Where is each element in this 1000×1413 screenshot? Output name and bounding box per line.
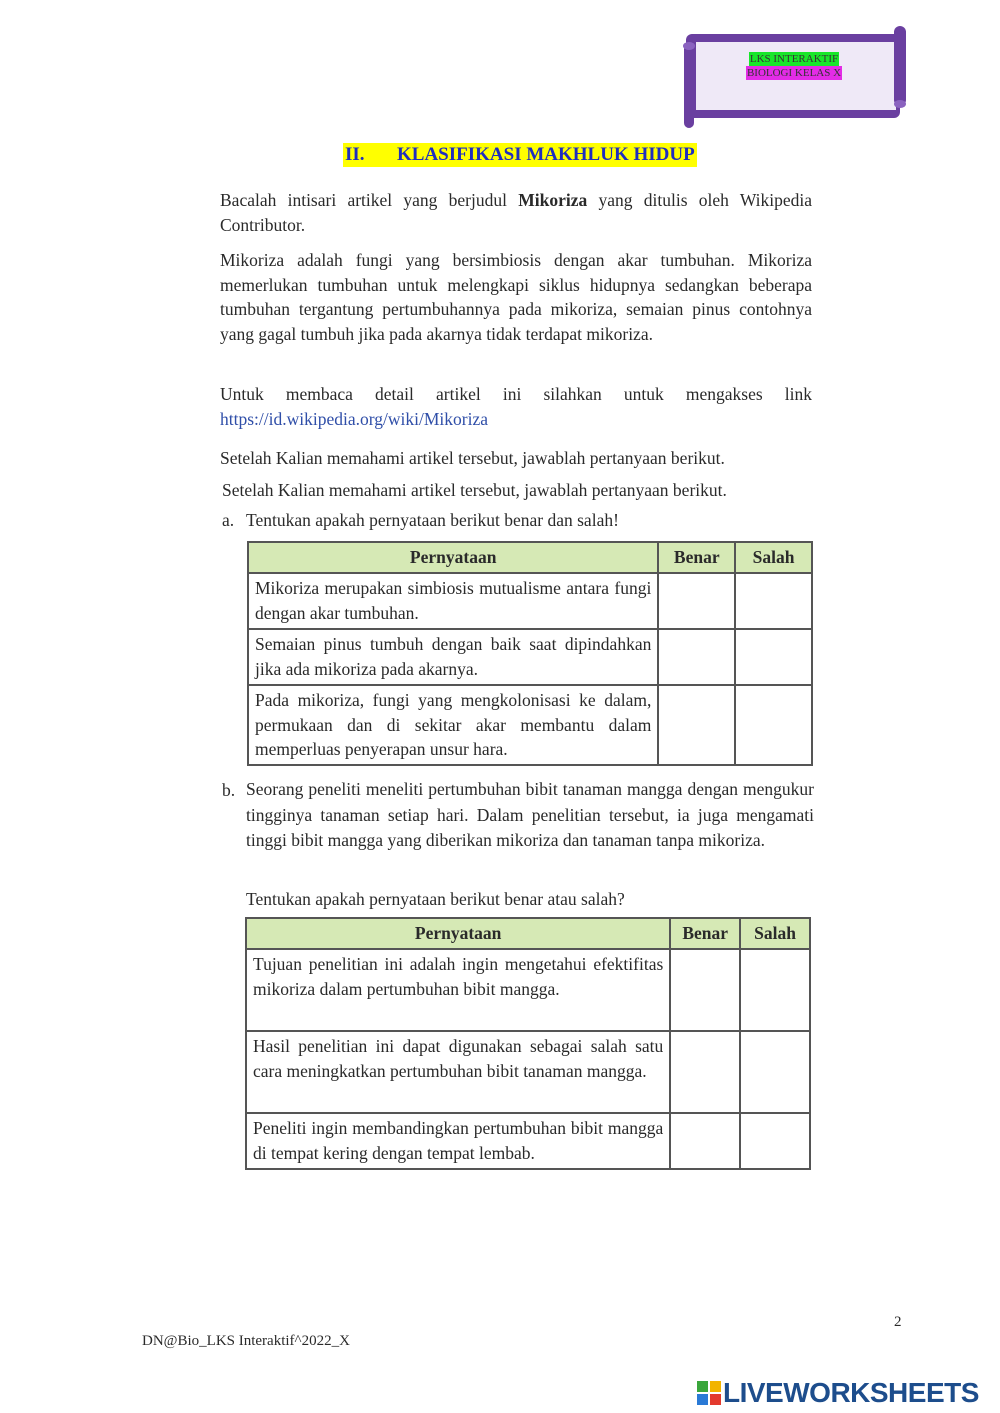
article-author: Wikipedia Contributor.	[220, 190, 813, 235]
question-b-label: b.	[222, 780, 236, 800]
header-scroll-banner	[678, 22, 910, 130]
liveworksheets-logo-icon	[697, 1381, 721, 1405]
answer-benar-box[interactable]	[658, 629, 735, 685]
answer-benar-box[interactable]	[670, 949, 740, 1031]
statement-cell: Hasil penelitian ini dapat digunakan sebagai salah satu cara meningkatkan pertumbuhan bibit tanaman mangga.	[246, 1031, 670, 1113]
header-salah: Salah	[735, 542, 812, 573]
question-b-scenario: Seorang peneliti meneliti pertumbuhan bibit tanaman mangga dengan mengukur tingginya tanaman setiap hari. Dalam penelitian tersebut, ia juga mengamati tinggi bibit mangga yang diberikan mikoriza dan tanaman tanpa mikoriza.	[246, 779, 814, 850]
answer-salah-box[interactable]	[740, 1031, 810, 1113]
header-salah: Salah	[740, 918, 810, 949]
question-b-prompt: Tentukan apakah pernyataan berikut benar atau salah?	[246, 889, 625, 909]
instruction-1: Setelah Kalian memahami artikel tersebut, jawablah pertanyaan berikut.	[220, 448, 725, 468]
table-header-row	[246, 918, 810, 949]
answer-salah-box[interactable]	[735, 573, 812, 629]
link-intro-text: Untuk membaca detail artikel ini silahkan untuk mengakses link	[220, 384, 812, 404]
table-row	[246, 949, 810, 1031]
question-a-table	[247, 541, 813, 766]
summary-paragraph: Mikoriza adalah fungi yang bersimbiosis dengan akar tumbuhan. Mikoriza memerlukan tumbuhan untuk melengkapi siklus hidupnya sedangkan beberapa tumbuhan tergantung pertumbuhannya pada mikoriza, semaian pinus contohnya yang gagal tumbuh jika pada akarnya tidak terdapat mikoriza.	[220, 250, 812, 344]
statement-cell: Pada mikoriza, fungi yang mengkolonisasi ke dalam, permukaan dan di sekitar akar membantu dalam memperluas penyerapan unsur hara.	[248, 685, 658, 765]
answer-benar-box[interactable]	[658, 573, 735, 629]
article-title: Mikoriza	[518, 190, 588, 210]
answer-salah-box[interactable]	[740, 1113, 810, 1169]
banner-line-2: BIOLOGI KELAS X	[746, 67, 842, 79]
wikipedia-link[interactable]: https://id.wikipedia.org/wiki/Mikoriza	[220, 408, 488, 429]
section-title: KLASIFIKASI MAKHLUK HIDUP	[397, 144, 695, 165]
statement-cell: Tujuan penelitian ini adalah ingin mengetahui efektifitas mikoriza dalam pertumbuhan bibit mangga.	[246, 949, 670, 1031]
page-number: 2	[894, 1314, 902, 1330]
link-paragraph	[220, 382, 812, 431]
answer-benar-box[interactable]	[670, 1113, 740, 1169]
table-row	[248, 685, 812, 765]
answer-benar-box[interactable]	[658, 685, 735, 765]
intro-middle: yang ditulis oleh	[598, 190, 729, 210]
header-benar: Benar	[670, 918, 740, 949]
header-statement: Pernyataan	[248, 542, 658, 573]
liveworksheets-brand[interactable]	[697, 1378, 979, 1408]
brand-name: LIVEWORKSHEETS	[723, 1377, 979, 1408]
answer-salah-box[interactable]	[735, 629, 812, 685]
answer-benar-box[interactable]	[670, 1031, 740, 1113]
statement-cell: Semaian pinus tumbuh dengan baik saat dipindahkan jika ada mikoriza pada akarnya.	[248, 629, 658, 685]
intro-prefix: Bacalah intisari artikel yang berjudul	[220, 190, 507, 210]
table-row	[246, 1113, 810, 1169]
banner-line-1: LKS INTERAKTIF	[749, 53, 839, 65]
intro-paragraph	[220, 188, 812, 237]
instruction-2: Setelah Kalian memahami artikel tersebut, jawablah pertanyaan berikut.	[222, 480, 727, 500]
section-number: II.	[345, 144, 365, 165]
table-row	[248, 629, 812, 685]
question-a-prompt: Tentukan apakah pernyataan berikut benar dan salah!	[246, 510, 619, 530]
statement-cell: Peneliti ingin membandingkan pertumbuhan bibit mangga di tempat kering dengan tempat lembab.	[246, 1113, 670, 1169]
table-row	[246, 1031, 810, 1113]
question-a-label: a.	[222, 510, 235, 530]
footer-credit: DN@Bio_LKS Interaktif^2022_X	[142, 1333, 350, 1349]
statement-cell: Mikoriza merupakan simbiosis mutualisme antara fungi dengan akar tumbuhan.	[248, 573, 658, 629]
header-benar: Benar	[658, 542, 735, 573]
answer-salah-box[interactable]	[735, 685, 812, 765]
header-statement: Pernyataan	[246, 918, 670, 949]
question-b-table	[245, 917, 811, 1170]
table-row	[248, 573, 812, 629]
table-header-row	[248, 542, 812, 573]
answer-salah-box[interactable]	[740, 949, 810, 1031]
section-heading	[343, 143, 697, 167]
